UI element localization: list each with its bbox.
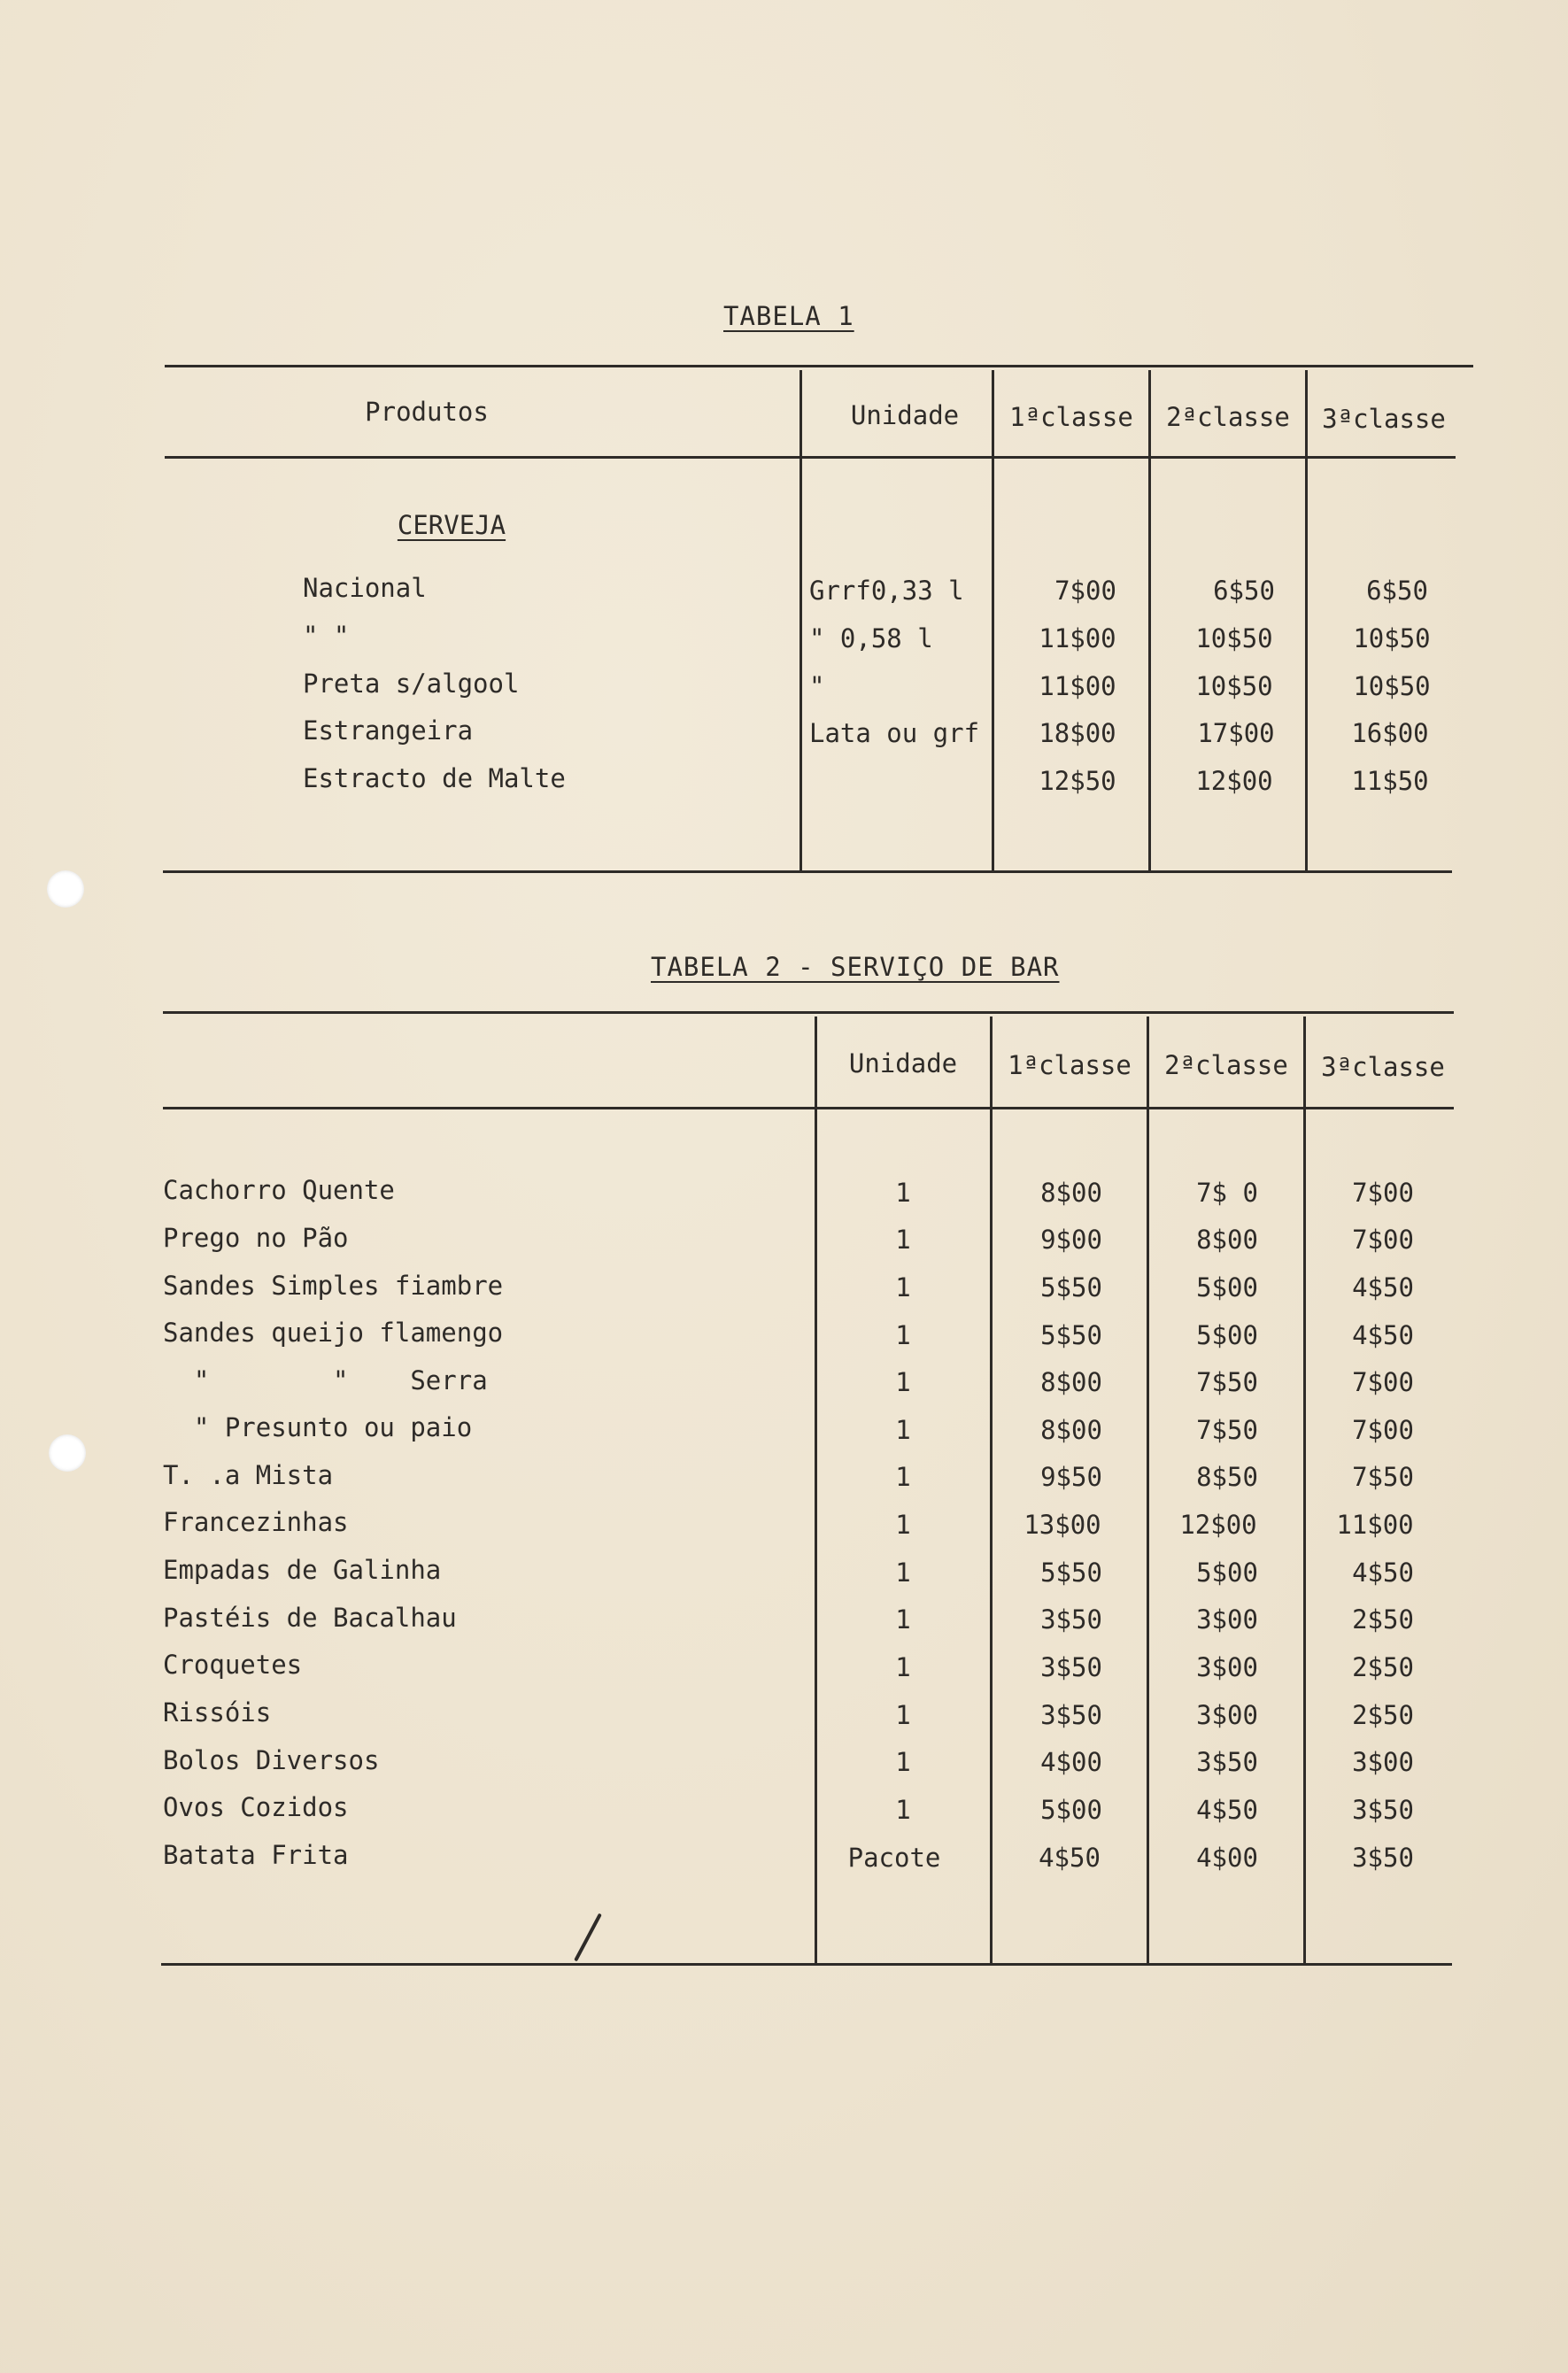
preco-classe1: 12$50 xyxy=(1039,766,1116,796)
unidade: Lata ou grf xyxy=(809,718,980,748)
preco-classe2: 6$50 xyxy=(1213,576,1275,606)
preco-classe3: 3$50 xyxy=(1352,1795,1414,1825)
produto: Prego no Pão xyxy=(163,1223,349,1253)
preco-classe3: 7$00 xyxy=(1352,1178,1414,1208)
produto: Cachorro Quente xyxy=(163,1175,395,1205)
tabela2-title: TABELA 2 - SERVIÇO DE BAR xyxy=(651,952,1060,982)
unidade: 1 xyxy=(895,1795,911,1825)
produto: Estracto de Malte xyxy=(303,763,566,793)
preco-classe1: 8$00 xyxy=(1040,1415,1102,1445)
preco-classe2: 10$50 xyxy=(1195,623,1273,653)
unidade: Pacote xyxy=(847,1843,941,1873)
produto: Ovos Cozidos xyxy=(163,1792,349,1822)
preco-classe3: 11$00 xyxy=(1336,1510,1414,1540)
preco-classe1: 8$00 xyxy=(1040,1367,1102,1397)
unidade: Grrf0,33 l xyxy=(809,576,964,606)
preco-classe1: 5$50 xyxy=(1040,1320,1102,1350)
unidade: 1 xyxy=(895,1415,911,1445)
produto: Sandes Simples fiambre xyxy=(163,1271,504,1301)
preco-classe3: 11$50 xyxy=(1351,766,1429,796)
preco-classe1: 3$50 xyxy=(1040,1604,1102,1635)
unidade: 1 xyxy=(895,1652,911,1682)
preco-classe3: 2$50 xyxy=(1352,1652,1414,1682)
preco-classe2: 7$ 0 xyxy=(1196,1178,1258,1208)
tabela1-top-rule xyxy=(165,365,1473,367)
unidade: 1 xyxy=(895,1367,911,1397)
preco-classe2: 8$50 xyxy=(1196,1462,1258,1492)
preco-classe1: 5$00 xyxy=(1040,1795,1102,1825)
preco-classe1: 3$50 xyxy=(1040,1652,1102,1682)
produto: Rissóis xyxy=(163,1697,272,1728)
produto: Sandes queijo flamengo xyxy=(163,1318,504,1348)
tabela2-col-divider xyxy=(1303,1016,1306,1965)
preco-classe1: 3$50 xyxy=(1040,1700,1102,1730)
preco-classe3: 10$50 xyxy=(1353,671,1431,701)
preco-classe3: 4$50 xyxy=(1352,1272,1414,1302)
preco-classe2: 7$50 xyxy=(1196,1367,1258,1397)
tabela1-category: CERVEJA xyxy=(397,510,506,540)
preco-classe2: 12$00 xyxy=(1179,1510,1257,1540)
preco-classe2: 3$00 xyxy=(1196,1604,1258,1635)
preco-classe2: 12$00 xyxy=(1195,766,1273,796)
unidade: 1 xyxy=(895,1225,911,1255)
unidade: " 0,58 l xyxy=(809,623,933,653)
unidade: 1 xyxy=(895,1462,911,1492)
preco-classe1: 4$00 xyxy=(1040,1747,1102,1777)
preco-classe3: 6$50 xyxy=(1366,576,1428,606)
tabela1-header-classe2: 2ªclasse xyxy=(1166,402,1290,432)
preco-classe2: 4$00 xyxy=(1196,1843,1258,1873)
tabela2-header-classe2: 2ªclasse xyxy=(1164,1050,1288,1080)
unidade: 1 xyxy=(895,1178,911,1208)
tabela2-header-unidade: Unidade xyxy=(848,1048,958,1078)
preco-classe3: 7$00 xyxy=(1352,1225,1414,1255)
preco-classe3: 7$00 xyxy=(1352,1367,1414,1397)
preco-classe3: 10$50 xyxy=(1353,623,1431,653)
preco-classe3: 16$00 xyxy=(1351,718,1429,748)
preco-classe3: 3$00 xyxy=(1352,1747,1414,1777)
produto: Nacional xyxy=(303,573,427,603)
preco-classe1: 7$00 xyxy=(1054,576,1116,606)
preco-classe2: 5$00 xyxy=(1196,1320,1258,1350)
preco-classe2: 5$00 xyxy=(1196,1272,1258,1302)
preco-classe1: 18$00 xyxy=(1039,718,1116,748)
preco-classe1: 4$50 xyxy=(1039,1843,1101,1873)
unidade: 1 xyxy=(895,1700,911,1730)
pen-mark xyxy=(574,1913,602,1962)
produto: Francezinhas xyxy=(163,1507,349,1537)
produto: Empadas de Galinha xyxy=(163,1555,442,1585)
preco-classe2: 17$00 xyxy=(1197,718,1275,748)
produto: Croquetes xyxy=(163,1650,303,1680)
punch-hole-top xyxy=(47,870,84,908)
tabela1-header-unidade: Unidade xyxy=(850,400,960,430)
unidade: 1 xyxy=(895,1558,911,1588)
tabela2-header-classe3: 3ªclasse xyxy=(1321,1052,1445,1082)
tabela2-col-divider xyxy=(990,1016,993,1965)
preco-classe1: 5$50 xyxy=(1040,1272,1102,1302)
tabela2-top-rule xyxy=(163,1011,1454,1014)
tabela1-col-divider xyxy=(1148,370,1151,872)
preco-classe3: 4$50 xyxy=(1352,1320,1414,1350)
produto: Batata Frita xyxy=(163,1840,349,1870)
produto: Bolos Diversos xyxy=(163,1745,380,1775)
preco-classe3: 7$00 xyxy=(1352,1415,1414,1445)
punch-hole-bottom xyxy=(49,1434,86,1472)
produto: Pastéis de Bacalhau xyxy=(163,1603,457,1633)
preco-classe1: 11$00 xyxy=(1039,671,1116,701)
tabela1-title: TABELA 1 xyxy=(723,301,854,331)
preco-classe2: 5$00 xyxy=(1196,1558,1258,1588)
preco-classe2: 3$00 xyxy=(1196,1652,1258,1682)
preco-classe2: 10$50 xyxy=(1195,671,1273,701)
unidade: 1 xyxy=(895,1320,911,1350)
unidade: 1 xyxy=(895,1510,911,1540)
preco-classe3: 2$50 xyxy=(1352,1700,1414,1730)
tabela2-bottom-rule xyxy=(161,1963,1452,1966)
tabela2-header-rule xyxy=(163,1107,1454,1109)
unidade: 1 xyxy=(895,1747,911,1777)
produto: " " xyxy=(303,621,350,651)
tabela1-bottom-rule xyxy=(163,870,1452,873)
preco-classe1: 5$50 xyxy=(1040,1558,1102,1588)
preco-classe2: 7$50 xyxy=(1196,1415,1258,1445)
produto: Preta s/algool xyxy=(303,669,520,699)
tabela2-header-classe1: 1ªclasse xyxy=(1008,1050,1132,1080)
tabela1-header-produtos: Produtos xyxy=(365,397,489,427)
unidade: 1 xyxy=(895,1604,911,1635)
preco-classe2: 3$00 xyxy=(1196,1700,1258,1730)
tabela1-col-divider xyxy=(799,370,802,872)
unidade: " xyxy=(809,671,825,701)
produto: T. .a Mista xyxy=(163,1460,334,1490)
unidade: 1 xyxy=(895,1272,911,1302)
preco-classe3: 3$50 xyxy=(1352,1843,1414,1873)
produto: Estrangeira xyxy=(303,715,474,746)
preco-classe1: 13$00 xyxy=(1023,1510,1101,1540)
preco-classe3: 7$50 xyxy=(1352,1462,1414,1492)
preco-classe3: 2$50 xyxy=(1352,1604,1414,1635)
tabela1-col-divider xyxy=(1305,370,1308,872)
tabela1-header-classe3: 3ªclasse xyxy=(1322,404,1446,434)
preco-classe1: 11$00 xyxy=(1039,623,1116,653)
produto: " " Serra xyxy=(163,1365,488,1395)
tabela1-header-rule xyxy=(165,456,1456,459)
preco-classe2: 3$50 xyxy=(1196,1747,1258,1777)
preco-classe1: 8$00 xyxy=(1040,1178,1102,1208)
preco-classe3: 4$50 xyxy=(1352,1558,1414,1588)
preco-classe2: 8$00 xyxy=(1196,1225,1258,1255)
tabela2-col-divider xyxy=(1147,1016,1149,1965)
preco-classe2: 4$50 xyxy=(1196,1795,1258,1825)
tabela1-col-divider xyxy=(992,370,994,872)
produto: " Presunto ou paio xyxy=(163,1412,473,1442)
preco-classe1: 9$00 xyxy=(1040,1225,1102,1255)
tabela1-header-classe1: 1ªclasse xyxy=(1009,402,1133,432)
tabela2-col-divider xyxy=(815,1016,817,1965)
preco-classe1: 9$50 xyxy=(1040,1462,1102,1492)
